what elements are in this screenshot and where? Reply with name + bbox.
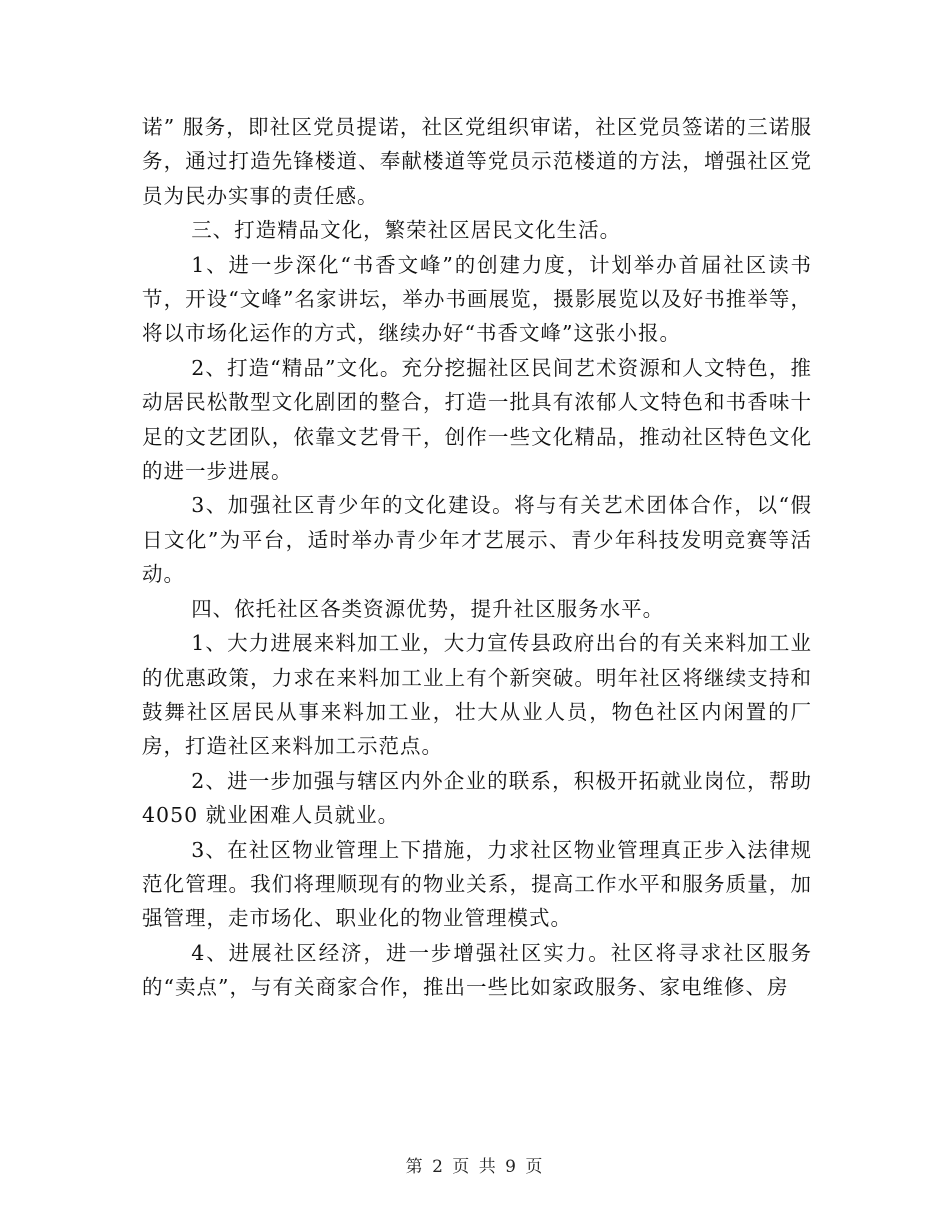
paragraph-item: 1、进一步深化“书香文峰”的创建力度，计划举办首届社区读书节，开设“文峰”名家讲坛，举办书画展览，摄影展览以及好书推举等，将以市场化运作的方式，继续办好“书香文峰”这张小报。 — [142, 252, 812, 346]
paragraph-item: 3、在社区物业管理上下措施，力求社区物业管理真正步入法律规范化管理。我们将理顺现有的物业关系，提高工作水平和服务质量，加强管理，走市场化、职业化的物业管理模式。 — [142, 837, 812, 931]
paragraph-item: 2、进一步加强与辖区内外企业的联系，积极开拓就业岗位，帮助4050 就业困难人员就业。 — [142, 768, 812, 828]
document-body — [142, 110, 812, 1005]
paragraph-item: 3、加强社区青少年的文化建设。将与有关艺术团体合作，以“假日文化”为平台，适时举办青少年才艺展示、青少年科技发明竞赛等活动。 — [142, 493, 812, 587]
paragraph-item: 4、进展社区经济，进一步增强社区实力。社区将寻求社区服务的“卖点”，与有关商家合作，推出一些比如家政服务、家电维修、房 — [142, 940, 812, 1000]
paragraph-item: 2、打造“精品”文化。充分挖掘社区民间艺术资源和人文特色，推动居民松散型文化剧团的整合，打造一批具有浓郁人文特色和书香味十足的文艺团队，依靠文艺骨干，创作一些文化精品，推动社区特色文化的进一步进展。 — [142, 355, 812, 484]
paragraph-continuation: 诺” 服务，即社区党员提诺，社区党组织审诺，社区党员签诺的三诺服务，通过打造先锋楼道、奉献楼道等党员示范楼道的方法，增强社区党员为民办实事的责任感。 — [142, 115, 812, 208]
paragraph-item: 1、大力进展来料加工业，大力宣传县政府出台的有关来料加工业的优惠政策，力求在来料加工业上有个新突破。明年社区将继续支持和鼓舞社区居民从事来料加工业，壮大从业人员，物色社区内闲置的厂房，打造社区来料加工示范点。 — [142, 631, 812, 759]
section-heading-4: 四、依托社区各类资源优势，提升社区服务水平。 — [191, 596, 665, 621]
page-number-footer: 第 2 页 共 9 页 — [405, 1157, 545, 1177]
section-heading-3: 三、打造精品文化，繁荣社区居民文化生活。 — [191, 218, 622, 243]
